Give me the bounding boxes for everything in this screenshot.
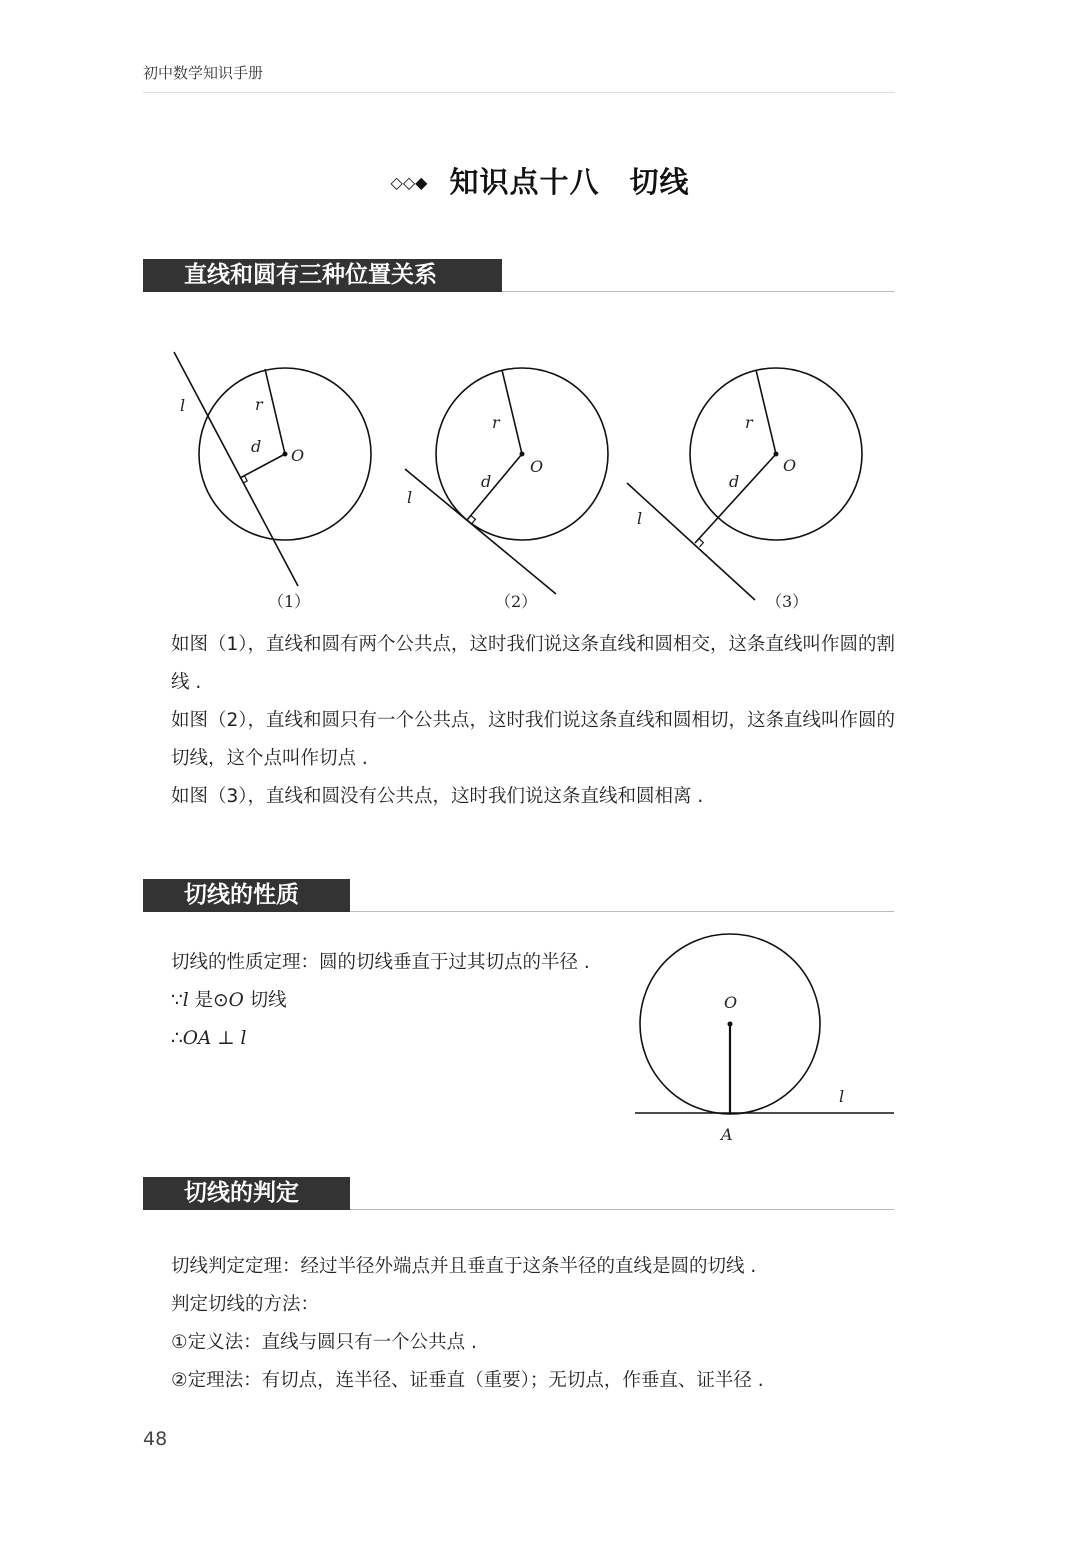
figure2-caption: （2） [495,592,538,611]
figure3-caption: （3） [766,592,809,611]
paragraph-secant: 如图（1），直线和圆有两个公共点，这时我们说这条直线和圆相交，这条直线叫作圆的割线 . [171,634,896,693]
figure1-label-l: l [180,396,186,415]
figure1-label-o: O [291,446,305,465]
paragraph-separate: 如图（3），直线和圆没有公共点，这时我们说这条直线和圆相离 . [171,786,704,807]
section-rule [350,1209,894,1210]
figure2-label-d: d [481,472,492,491]
figure1-label-r: r [255,395,263,414]
criterion-method-theorem: ②定理法：有切点，连半径、证垂直（重要）；无切点，作垂直、证半径 . [171,1370,764,1391]
figure3-label-d: d [729,472,740,491]
figure3-label-o: O [783,456,797,475]
criterion-theorem: 切线判定定理：经过半径外端点并且垂直于这条半径的直线是圆的切线 . [171,1256,757,1277]
property-label-o: O [724,993,738,1012]
page-number: 48 [143,1428,168,1450]
property-label-l: l [839,1087,845,1106]
chapter-title-text: 知识点十八 切线 [449,165,690,199]
tangent-property-theorem: 切线的性质定理：圆的切线垂直于过其切点的半径 . [171,952,590,973]
property-label-a: A [721,1125,733,1144]
section-heading-tangent-criterion: 切线的判定 [143,1177,350,1210]
therefore-statement: ∴OA ⊥ l [171,1028,247,1049]
criterion-method-definition: ①定义法：直线与圆只有一个公共点 . [171,1332,477,1353]
diamond-decoration-icon: ◇◇◆ [390,173,428,192]
section-heading-tangent-property: 切线的性质 [143,879,350,912]
figure2-label-l: l [407,488,413,507]
section-heading-positions: 直线和圆有三种位置关系 [143,259,502,292]
figure2-label-o: O [530,457,544,476]
paragraph-tangent: 如图（2），直线和圆只有一个公共点，这时我们说这条直线和圆相切，这条直线叫作圆的切线，这个点叫作切点 . [171,710,896,769]
figure1-label-d: d [251,437,262,456]
running-header: 初中数学知识手册 [143,64,264,82]
because-statement: ∵l 是⊙O 切线 [171,990,287,1011]
tangent-criterion-text [171,1248,901,1400]
property-center-dot [728,1022,733,1027]
figure3-label-r: r [745,413,753,432]
figure2-label-r: r [492,413,500,432]
figure1-caption: （1） [268,592,311,611]
figure3-label-l: l [637,509,643,528]
criterion-methods-heading: 判定切线的方法： [171,1294,320,1315]
